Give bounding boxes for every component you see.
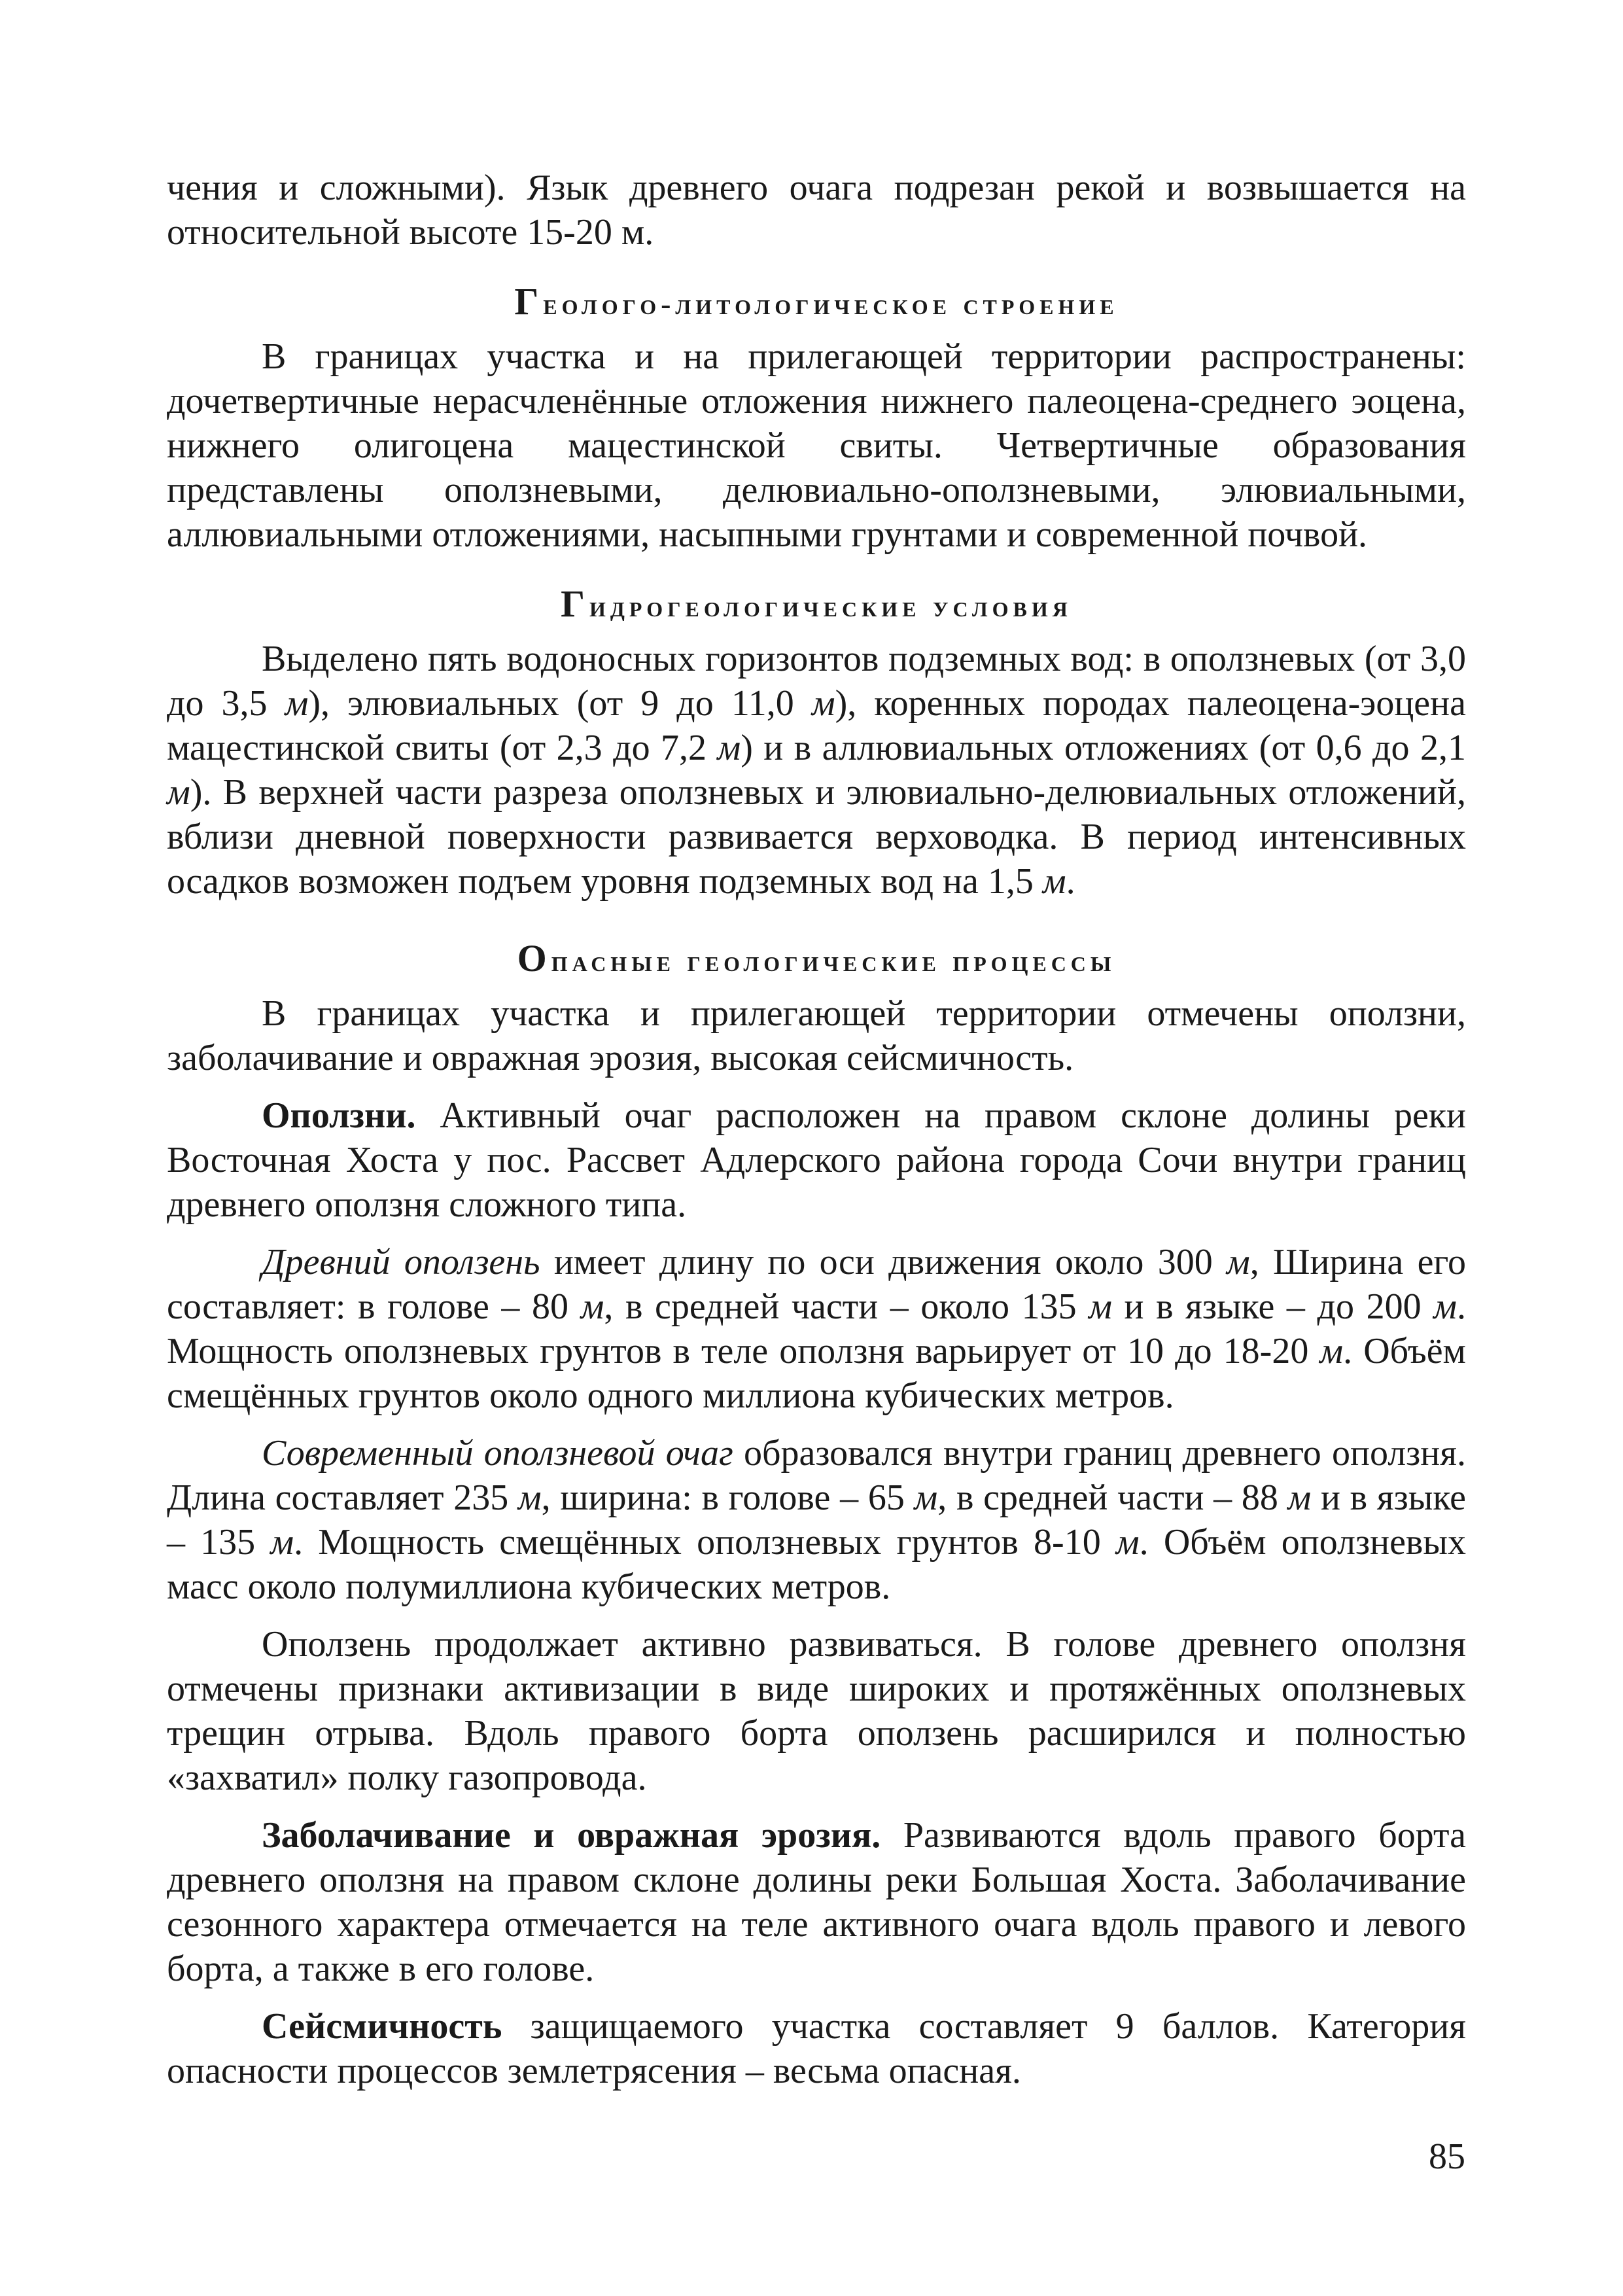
geology-paragraph: В границах участка и на прилегающей территории распространены: дочетвертичные нерасчленённые отложения нижнего палеоцена-среднего эоцена, нижнего олигоцена мацестинской свиты. Четвертичные образования представлены оползневыми, делювиально-оползневыми, элювиальными, аллювиальными отложениями, насыпными грунтами и современной почвой.: [167, 336, 1466, 555]
unit-label: м: [1089, 1286, 1112, 1327]
heading-rest: пасные геологические процессы: [551, 944, 1116, 978]
text-column: [167, 166, 1466, 2093]
unit-label: м: [1433, 1286, 1457, 1327]
text-run: , в средней части – около 135: [604, 1286, 1089, 1327]
text-run: , ширина: в голове – 65: [541, 1477, 915, 1518]
unit-label: м: [914, 1477, 938, 1518]
italic-lead: Современный оползневой очаг: [262, 1433, 733, 1474]
hydrogeology-paragraph: [167, 637, 1466, 904]
hazards-intro-paragraph: В границах участка и прилегающей территории отмечены оползни, заболачивание и овражная эрозия, высокая сейсмичность.: [167, 993, 1466, 1078]
intro-paragraph: чения и сложными). Язык древнего очага подрезан рекой и возвышается на относительной высоте 15-20 м.: [167, 168, 1466, 253]
unit-label: м: [1115, 1522, 1140, 1563]
unit-label: м: [270, 1522, 294, 1563]
text-run: образовался внутри границ древнего оползня. Длина составляет 235: [167, 1433, 1466, 1518]
text-run: ) и в аллювиальных отложениях (от 0,6 до 2,1: [741, 728, 1466, 768]
unit-label: м: [811, 683, 835, 724]
text-run: , в средней части – 88: [937, 1477, 1288, 1518]
unit-label: м: [580, 1286, 604, 1327]
bold-lead: Заболачивание и овражная эрозия.: [262, 1815, 881, 1856]
bold-lead: Оползни.: [262, 1095, 416, 1136]
unit-label: м: [1226, 1242, 1250, 1282]
text-run: Развиваются вдоль правого борта древнего оползня на правом склоне долины реки Большая Хоста. Заболачивание сезонного характера отмечается на теле активного очага вдоль правого и левого борта, а также в его голове.: [167, 1815, 1466, 1989]
text-run: ), коренных породах палеоцена-эоцена мацестинской свиты (от 2,3 до 7,2: [167, 683, 1466, 768]
text-run: , Ширина его составляет: в голове – 80: [167, 1242, 1466, 1327]
landslide-development-paragraph: Оползень продолжает активно развиваться. В голове древнего оползня отмечены признаки активизации в виде широких и протяжённых оползневых трещин отрыва. Вдоль правого борта оползень расширился и полностью «захватил» полку газопровода.: [167, 1624, 1466, 1798]
unit-label: м: [285, 683, 309, 724]
unit-label: м: [517, 1477, 542, 1518]
heading-rest: еолого-литологическое строение: [543, 287, 1119, 321]
section-heading-geology: [167, 281, 1466, 325]
heading-initial: Г: [561, 582, 589, 625]
swamping-erosion-paragraph: [167, 1813, 1466, 1991]
unit-label: м: [167, 772, 190, 813]
text-run: ). В верхней части разреза оползневых и элювиально-делювиальных отложений, вблизи дневной поверхности развивается верховодка. В период интенсивных осадков возможен подъем уровня подземных вод на 1,5: [167, 772, 1466, 902]
unit-label: м: [1042, 861, 1066, 902]
text-run: . Объём оползневых масс около полумиллиона кубических метров.: [167, 1522, 1466, 1607]
text-run: . Объём смещённых грунтов около одного миллиона кубических метров.: [167, 1331, 1466, 1416]
bold-lead: Сейсмичность: [262, 2006, 502, 2047]
page-number: 85: [1429, 2136, 1465, 2177]
text-run: Активный очаг расположен на правом склоне долины реки Восточная Хоста у пос. Рассвет Адлерского района города Сочи внутри границ древнего оползня сложного типа.: [167, 1095, 1466, 1225]
unit-label: м: [1319, 1331, 1344, 1371]
text-run: защищаемого участка составляет 9 баллов. Категория опасности процессов землетрясения – весьма опасная.: [167, 2006, 1466, 2091]
heading-rest: идрогеологические условия: [589, 590, 1072, 623]
text-run: и в языке – 135: [167, 1477, 1466, 1563]
text-run: и в языке – до 200: [1111, 1286, 1434, 1327]
unit-label: м: [1287, 1477, 1312, 1518]
text-run: . Мощность оползневых грунтов в теле оползня варьирует от 10 до 18-20: [167, 1286, 1466, 1371]
seismicity-paragraph: [167, 2004, 1466, 2093]
section-heading-hydrogeology: [167, 583, 1466, 627]
landslides-paragraph: [167, 1093, 1466, 1227]
italic-lead: Древний оползень: [262, 1242, 540, 1282]
heading-initial: Г: [514, 280, 544, 323]
ancient-landslide-paragraph: [167, 1240, 1466, 1418]
modern-landslide-paragraph: [167, 1431, 1466, 1609]
text-run: имеет длину по оси движения около 300: [540, 1242, 1227, 1282]
text-run: ), элювиальных (от 9 до 11,0: [308, 683, 812, 724]
text-run: . Мощность смещённых оползневых грунтов 8-10: [294, 1522, 1116, 1563]
heading-initial: О: [517, 937, 551, 980]
section-heading-hazards: [167, 938, 1466, 982]
text-run: Выделено пять водоносных горизонтов подземных вод: в оползневых (от 3,0 до 3,5: [167, 639, 1466, 724]
text-run: .: [1066, 861, 1075, 902]
unit-label: м: [717, 728, 741, 768]
